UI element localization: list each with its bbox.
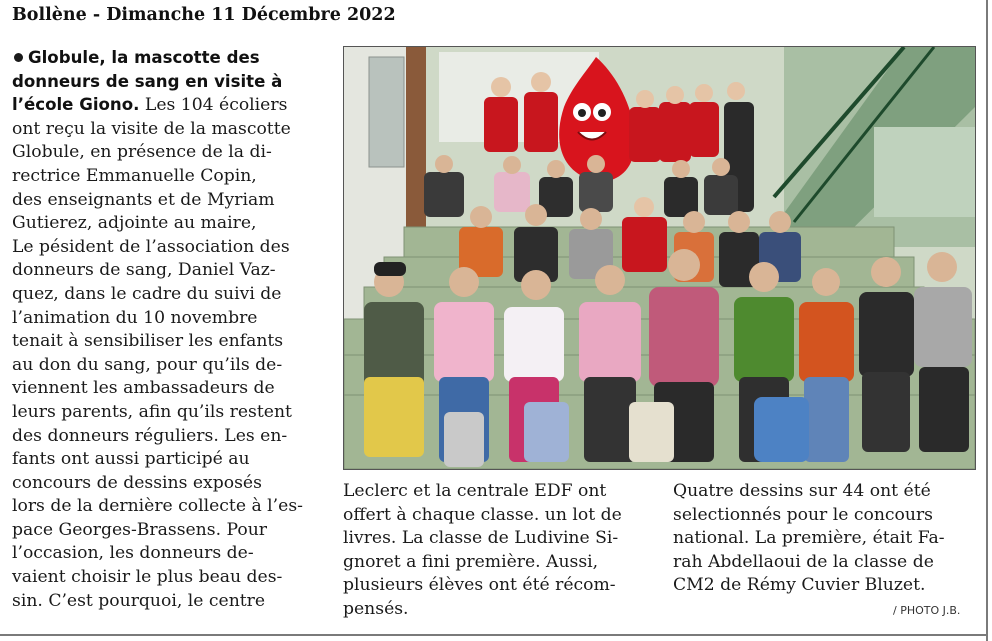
- body-line: Gutierez, adjointe au maire,: [12, 213, 257, 234]
- body-line: au don du sang, pour qu’ils de-: [12, 354, 283, 375]
- body-line: donneurs de sang, Daniel Vaz-: [12, 260, 276, 281]
- body-line: lors de la dernière collecte à l’es-: [12, 496, 303, 517]
- body-line: des enseignants et de Myriam: [12, 189, 275, 210]
- bullet-icon: [14, 53, 23, 62]
- body-line: livres. La classe de Ludivine Si-: [343, 528, 619, 549]
- bottom-border: [0, 634, 988, 636]
- article-photo: [343, 46, 976, 470]
- photo-credit: / PHOTO J.B.: [893, 604, 961, 617]
- body-line: pensés.: [343, 598, 409, 619]
- body-line: gnoret a fini première. Aussi,: [343, 551, 599, 572]
- body-line: national. La première, était Fa-: [673, 528, 945, 549]
- right-border: [986, 0, 988, 641]
- body-line: Globule, en présence de la di-: [12, 142, 272, 163]
- body-line: Quatre dessins sur 44 ont été: [673, 481, 931, 501]
- body-line: sin. C’est pourquoi, le centre: [12, 590, 266, 611]
- body-line: plusieurs élèves ont été récom-: [343, 575, 616, 596]
- headline-line: Globule, la mascotte des: [28, 48, 260, 67]
- group-photo-illustration: [344, 47, 975, 469]
- body-line: quez, dans le cadre du suivi de: [12, 283, 282, 304]
- body-line: Leclerc et la centrale EDF ont: [343, 481, 607, 501]
- body-line: des donneurs réguliers. Les en-: [12, 425, 288, 446]
- body-line: selectionnés pour le concours: [673, 504, 933, 525]
- body-line: viennent les ambassadeurs de: [12, 378, 275, 399]
- body-line: concours de dessins exposés: [12, 472, 262, 493]
- article-column-2: [343, 480, 661, 622]
- body-line: l’occasion, les donneurs de-: [12, 543, 254, 564]
- headline-line: donneurs de sang en visite à: [12, 71, 283, 91]
- body-line: rectrice Emmanuelle Copin,: [12, 165, 257, 186]
- article-column-1: [12, 46, 330, 613]
- body-line: fants ont aussi participé au: [12, 449, 250, 470]
- dateline: Bollène - Dimanche 11 Décembre 2022: [12, 5, 396, 25]
- article-column-3: [673, 480, 983, 598]
- body-line: tenait à sensibiliser les enfants: [12, 331, 284, 352]
- body-line: CM2 de Rémy Cuvier Bluzet.: [673, 575, 926, 596]
- body-line: Le pésident de l’association des: [12, 236, 290, 257]
- body-line: offert à chaque classe. un lot de: [343, 504, 622, 525]
- headline-line: l’école Giono.: [12, 95, 140, 115]
- body-line: ont reçu la visite de la mascotte: [12, 118, 291, 139]
- body-line: vaient choisir le plus beau des-: [12, 567, 283, 588]
- body-line: l’animation du 10 novembre: [12, 307, 258, 328]
- body-text: Les 104 écoliers: [139, 95, 288, 116]
- body-line: pace Georges-Brassens. Pour: [12, 519, 268, 540]
- body-line: leurs parents, afin qu’ils restent: [12, 401, 292, 422]
- body-line: rah Abdellaoui de la classe de: [673, 551, 934, 572]
